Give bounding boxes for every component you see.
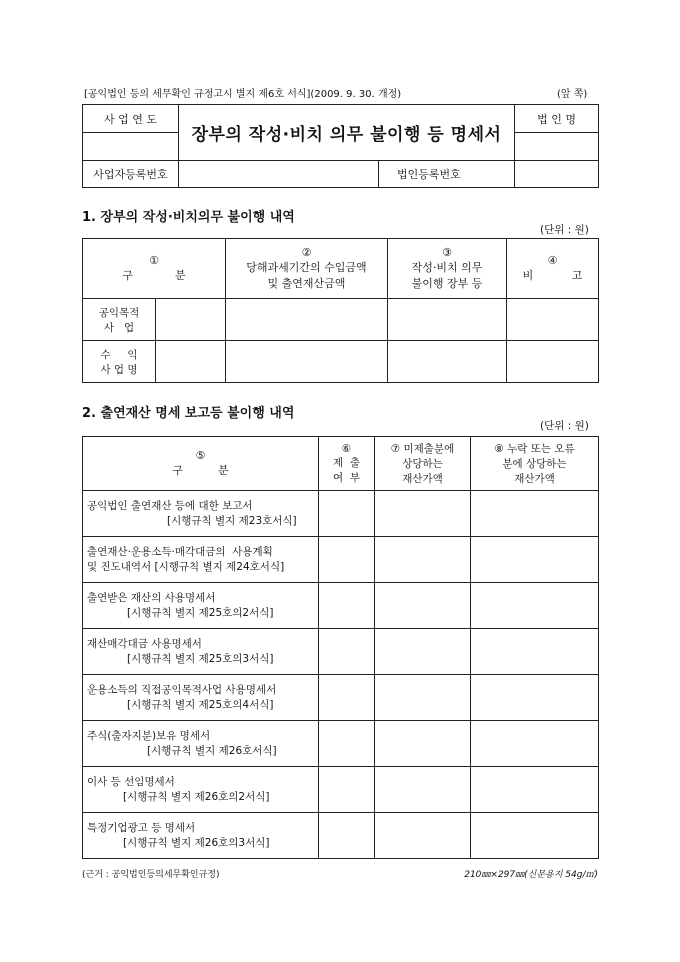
business-reg-value[interactable] [179,161,379,188]
top-info-table [82,104,599,188]
s1-col3-line1: 작성·비치 의무 [411,261,483,274]
table-row [83,721,599,767]
s2-row-label [83,767,319,813]
form-reference: [공익법인 등의 세무확인 규정고시 별지 제6호 서식](2009. 9. 30. 개정) [84,89,402,100]
s2-row6-unsubmitted[interactable] [375,721,471,767]
s2-col-submitted [319,437,375,491]
s1-col1-num: ① [149,254,159,267]
s2-row1-unsubmitted[interactable] [375,491,471,537]
s1-row1-amount[interactable] [226,299,388,341]
s2-row8-omitted[interactable] [471,813,599,859]
s2-col1-num: ⑤ [195,449,206,462]
s1-col4-label: 비 고 [522,269,583,282]
s2-row6-line1: 주식(출자지분)보유 명세서 [87,729,211,742]
corp-name-value[interactable] [515,133,599,161]
footer-paper-spec: 210㎜×297㎜(신문용지 54g/㎡) [464,870,598,880]
table-row [83,537,599,583]
business-reg-label: 사업자등록번호 [83,161,179,188]
section1-title: 1. 장부의 작성·비치의무 불이행 내역 [82,210,295,225]
table-row [83,583,599,629]
footer-basis: (근거 : 공익법인등의세무확인규정) [82,870,220,880]
document-title: 장부의 작성·비치 의무 불이행 등 명세서 [179,105,515,161]
s1-col2-line1: 당해과세기간의 수입금액 [246,261,367,274]
s2-row2-omitted[interactable] [471,537,599,583]
table-row [83,813,599,859]
s2-row5-submitted[interactable] [319,675,375,721]
s1-col4-num: ④ [547,254,558,267]
s2-col1-label: 구 분 [172,464,229,477]
s1-col3-num: ③ [442,246,452,259]
s2-col3-line3: 재산가액 [402,473,443,485]
corp-name-label: 법 인 명 [515,105,599,133]
s2-row-label [83,537,319,583]
s2-col2-line1: 제 출 [333,456,360,469]
s2-col3-line2: 상당하는 [402,458,443,470]
s1-col-remarks [507,239,599,299]
s2-row6-submitted[interactable] [319,721,375,767]
table-row [83,629,599,675]
s2-row7-line2: [시행규칙 별지 제26호의2서식] [123,790,270,803]
section1-table [82,238,599,383]
s2-row-label [83,629,319,675]
s2-row4-line2: [시행규칙 별지 제25호의3서식] [127,652,274,665]
page-side-label: (앞 쪽) [557,89,588,100]
s2-row2-submitted[interactable] [319,537,375,583]
s2-row7-submitted[interactable] [319,767,375,813]
s1-row1-remarks[interactable] [507,299,599,341]
s2-col4-line2: 분에 상당하는 [502,458,567,470]
s2-row1-omitted[interactable] [471,491,599,537]
s2-row7-omitted[interactable] [471,767,599,813]
s2-row1-line1: 공익법인 출연재산 등에 대한 보고서 [87,499,253,512]
s2-row8-unsubmitted[interactable] [375,813,471,859]
s1-row2-sub[interactable] [156,341,226,383]
s2-col2-line2: 여 부 [333,471,360,484]
s2-row5-line2: [시행규칙 별지 제25호의4서식] [127,698,274,711]
s2-row3-submitted[interactable] [319,583,375,629]
s2-row-label [83,583,319,629]
s2-row-label [83,675,319,721]
s2-row-label [83,813,319,859]
s2-row3-unsubmitted[interactable] [375,583,471,629]
s1-row2-books[interactable] [388,341,507,383]
s2-col2-num: ⑥ [341,442,352,455]
s1-row2-remarks[interactable] [507,341,599,383]
s1-col-books [388,239,507,299]
s2-row3-line2: [시행규칙 별지 제25호의2서식] [127,606,274,619]
section2-table [82,436,599,859]
s2-row7-line1: 이사 등 선임명세서 [87,775,175,788]
s2-row4-line1: 재산매각대금 사용명세서 [87,637,202,650]
s2-row6-omitted[interactable] [471,721,599,767]
business-year-label: 사 업 연 도 [83,105,179,133]
s1-col2-line2: 및 출연재산금액 [267,277,346,290]
section1-unit: (단위 : 원) [540,224,589,236]
s2-row7-unsubmitted[interactable] [375,767,471,813]
s2-col3-line1: ⑦ 미제출분에 [390,443,455,455]
section2-unit: (단위 : 원) [540,420,589,432]
s2-row1-submitted[interactable] [319,491,375,537]
s2-col4-line3: 재산가액 [514,473,555,485]
s2-row5-line1: 운용소득의 직접공익목적사업 사용명세서 [87,683,277,696]
s1-row2-label [83,341,156,383]
s2-row2-unsubmitted[interactable] [375,537,471,583]
s2-row2-line2: 및 진도내역서 [시행규칙 별지 제24호서식] [87,560,285,573]
s1-row2-amount[interactable] [226,341,388,383]
s2-row5-unsubmitted[interactable] [375,675,471,721]
corp-reg-label: 법인등록번호 [379,161,515,188]
s1-row1-books[interactable] [388,299,507,341]
s2-row1-line2: [시행규칙 별지 제23호서식] [167,514,297,527]
s2-col4-line1: ⑧ 누락 또는 오류 [494,443,575,455]
s1-row1-sub[interactable] [156,299,226,341]
s2-row8-submitted[interactable] [319,813,375,859]
table-row [83,491,599,537]
s2-row3-omitted[interactable] [471,583,599,629]
s2-col-unsubmitted [375,437,471,491]
s1-row1-label [83,299,156,341]
s2-row3-line1: 출연받은 재산의 사용명세서 [87,591,216,604]
s2-row6-line2: [시행규칙 별지 제26호서식] [147,744,277,757]
s1-col2-num: ② [301,246,312,259]
s2-col-omitted [471,437,599,491]
s2-row5-omitted[interactable] [471,675,599,721]
corp-reg-value[interactable] [515,161,599,188]
s2-row-label [83,491,319,537]
table-row [83,675,599,721]
s1-row2-line2: 사 업 명 [100,363,138,376]
s2-col-category [83,437,319,491]
table-row [83,767,599,813]
business-year-value[interactable] [83,133,179,161]
s2-row4-omitted[interactable] [471,629,599,675]
s1-col-amount [226,239,388,299]
s1-col1-label: 구 분 [122,269,186,282]
s1-row1-line1: 공익목적 [98,306,140,319]
s2-row2-line1: 출연재산·운용소득·매각대금의 사용계획 [87,545,273,558]
s2-row8-line1: 특정기업광고 등 명세서 [87,821,196,834]
s2-row4-unsubmitted[interactable] [375,629,471,675]
s2-row4-submitted[interactable] [319,629,375,675]
s1-col-category [83,239,226,299]
s2-row-label [83,721,319,767]
s1-row1-line2: 사 업 [103,321,135,334]
section2-title: 2. 출연재산 명세 보고등 불이행 내역 [82,406,295,421]
s1-col3-line2: 불이행 장부 등 [411,277,483,290]
s2-row8-line2: [시행규칙 별지 제26호의3서식] [123,836,270,849]
s1-row2-line1: 수 익 [100,348,138,361]
